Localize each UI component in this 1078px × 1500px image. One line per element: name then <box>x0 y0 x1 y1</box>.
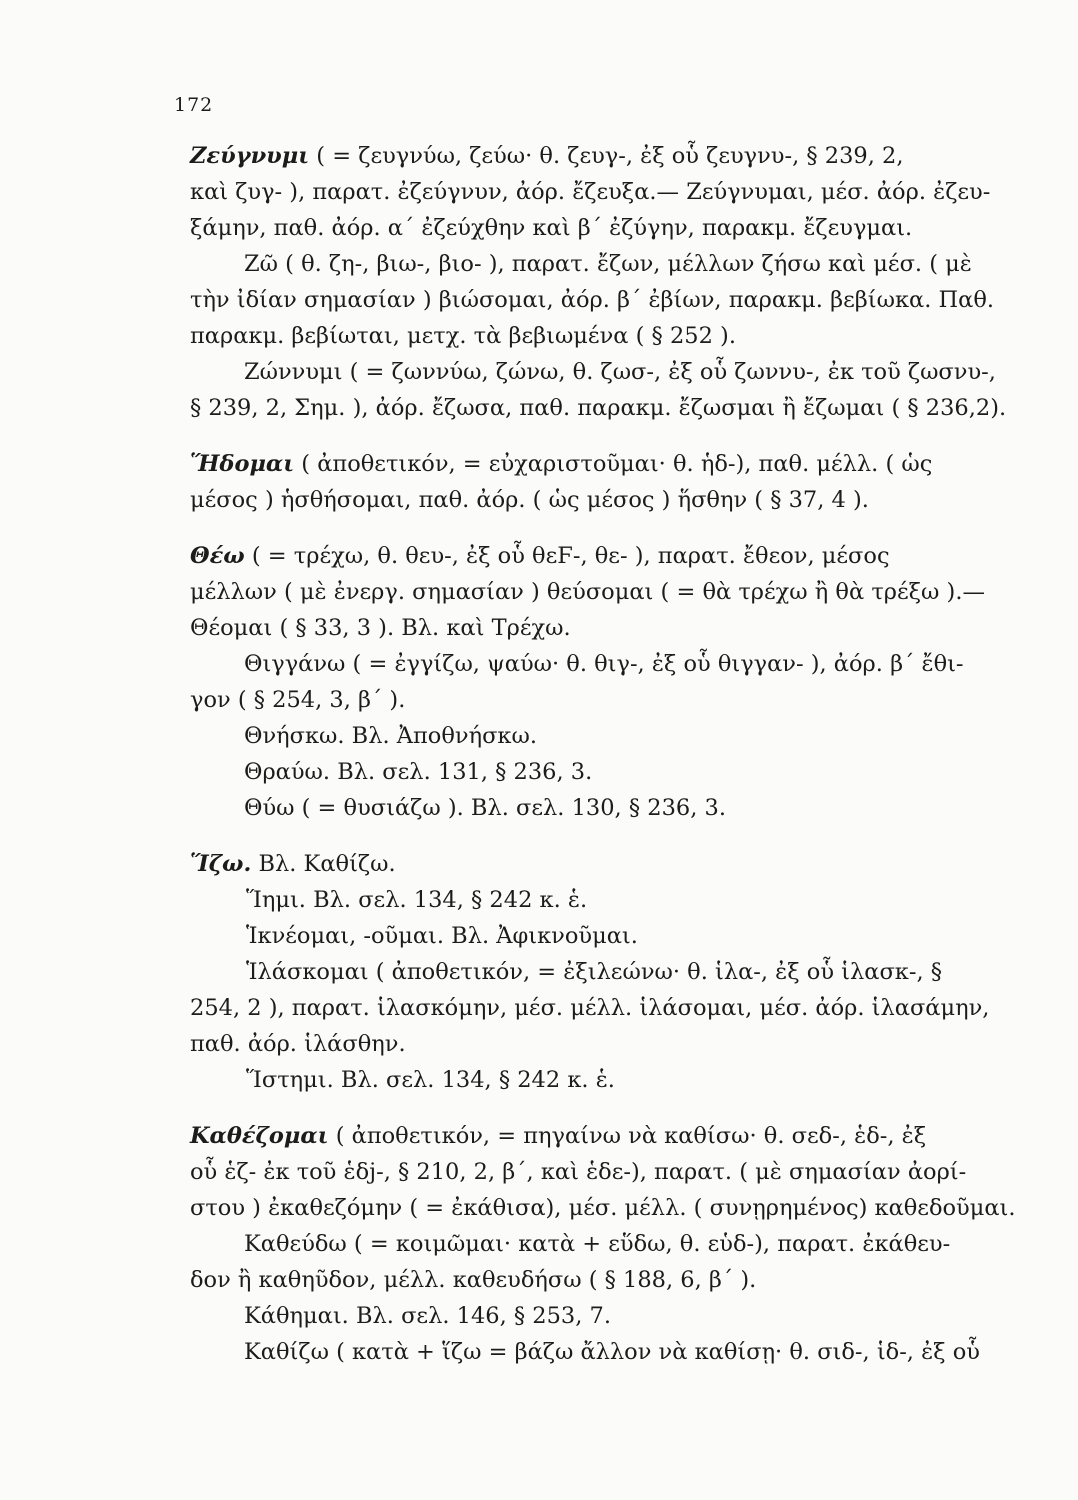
text-line-hilaskomai-2 <box>190 990 1020 1026</box>
entry-headword: Θέω <box>190 543 245 569</box>
text-line-zonnymi-1 <box>190 354 1020 390</box>
entry-gap <box>190 1098 1020 1118</box>
text-line-izo-1 <box>190 846 1020 882</box>
line-text: ξάμην, παθ. ἀόρ. α΄ ἐζεύχθην καὶ β΄ ἐζύγην, παρακμ. ἔζευγμαι. <box>190 215 913 241</box>
entry-headword: Ἵζω. <box>190 851 252 877</box>
line-text: καὶ ζυγ- ), παρατ. ἐζεύγνυν, ἀόρ. ἔζευξα.— Ζεύγνυμαι, μέσ. ἀόρ. ἐζευ- <box>190 179 991 205</box>
line-text: παθ. ἀόρ. ἱλάσθην. <box>190 1031 406 1057</box>
text-line-theo-1 <box>190 538 1020 574</box>
text-line-histemi-1 <box>190 1062 1020 1098</box>
text-line-thnesko-1 <box>190 718 1020 754</box>
line-text: Κάθημαι. Βλ. σελ. 146, § 253, 7. <box>244 1303 612 1329</box>
text-line-kathezomai-2 <box>190 1154 1020 1190</box>
text-line-zeugnymi-2 <box>190 174 1020 210</box>
line-text: ( ἀποθετικόν, = εὐχαριστοῦμαι· θ. ἡδ-), παθ. μέλλ. ( ὡς <box>294 451 933 477</box>
text-line-thyo-1 <box>190 790 1020 826</box>
line-text: γον ( § 254, 3, β΄ ). <box>190 687 406 713</box>
text-line-theo-2 <box>190 574 1020 610</box>
text-line-kathizo-1 <box>190 1334 1020 1370</box>
line-text: μέλλων ( μὲ ἐνεργ. σημασίαν ) θεύσομαι ( = θὰ τρέχω ἢ θὰ τρέξω ).— <box>190 579 985 605</box>
entry-gap <box>190 518 1020 538</box>
text-line-hiemi-1 <box>190 882 1020 918</box>
entry-gap <box>190 426 1020 446</box>
line-text: § 239, 2, Σημ. ), ἀόρ. ἔζωσα, παθ. παρακμ. ἔζωσμαι ἢ ἔζωμαι ( § 236,2). <box>190 395 1007 421</box>
line-text: ( = ζευγνύω, ζεύω· θ. ζευγ-, ἐξ οὗ ζευγνυ-, § 239, 2, <box>309 143 904 169</box>
entry-gap <box>190 826 1020 846</box>
line-text: τὴν ἰδίαν σημασίαν ) βιώσομαι, ἀόρ. β΄ ἐβίων, παρακμ. βεβίωκα. Παθ. <box>190 287 995 313</box>
page-number: 172 <box>174 94 214 116</box>
line-text: ( = τρέχω, θ. θευ-, ἐξ οὗ θεϜ-, θε- ), παρατ. ἔθεον, μέσος <box>244 543 890 569</box>
line-text: Καθεύδω ( = κοιμῶμαι· κατὰ + εὕδω, θ. εὑδ-), παρατ. ἐκάθευ- <box>244 1231 951 1257</box>
line-text: Ἱλάσκομαι ( ἀποθετικόν, = ἐξιλεώνω· θ. ἱλα-, ἐξ οὗ ἱλασκ-, § <box>246 959 943 985</box>
entry-headword: Ἥδομαι <box>190 451 295 477</box>
text-line-zonnymi-2 <box>190 390 1020 426</box>
text-line-hedomai-2 <box>190 482 1020 518</box>
text-line-thrauo-1 <box>190 754 1020 790</box>
line-text: Θραύω. Βλ. σελ. 131, § 236, 3. <box>244 759 593 785</box>
text-line-hedomai-1 <box>190 446 1020 482</box>
text-line-theo-3 <box>190 610 1020 646</box>
text-line-zo-1 <box>190 246 1020 282</box>
text-line-katheudo-1 <box>190 1226 1020 1262</box>
line-text: Θνήσκω. Βλ. Ἀποθνήσκω. <box>244 723 537 749</box>
line-text: δον ἢ καθηῦδον, μέλλ. καθευδήσω ( § 188, 6, β΄ ). <box>190 1267 757 1293</box>
line-text: Θέομαι ( § 33, 3 ). Βλ. καὶ Τρέχω. <box>190 615 571 641</box>
line-text: Ἱκνέομαι, -οῦμαι. Βλ. Ἀφικνοῦμαι. <box>246 923 638 949</box>
line-text: παρακμ. βεβίωται, μετχ. τὰ βεβιωμένα ( § 252 ). <box>190 323 736 349</box>
text-line-thiggano-2 <box>190 682 1020 718</box>
text-line-hilaskomai-3 <box>190 1026 1020 1062</box>
text-line-hikneomai-1 <box>190 918 1020 954</box>
line-text: ( ἀποθετικόν, = πηγαίνω νὰ καθίσω· θ. σεδ-, ἑδ-, ἐξ <box>328 1123 927 1149</box>
line-text: Θύω ( = θυσιάζω ). Βλ. σελ. 130, § 236, 3. <box>244 795 726 821</box>
line-text: στου ) ἐκαθεζόμην ( = ἐκάθισα), μέσ. μέλλ. ( συνῃρημένος) καθεδοῦμαι. <box>190 1195 1016 1221</box>
text-line-zeugnymi-3 <box>190 210 1020 246</box>
line-text: οὗ ἑζ- ἐκ τοῦ ἑδj-, § 210, 2, β΄, καὶ ἑδε-), παρατ. ( μὲ σημασίαν ἀορί- <box>190 1159 967 1185</box>
text-line-kathezomai-1 <box>190 1118 1020 1154</box>
line-text: Βλ. Καθίζω. <box>251 851 396 877</box>
line-text: Ἵημι. Βλ. σελ. 134, § 242 κ. ἑ. <box>246 887 588 913</box>
text-line-zeugnymi-1 <box>190 138 1020 174</box>
text-line-kathemai-1 <box>190 1298 1020 1334</box>
line-text: Καθίζω ( κατὰ + ἵζω = βάζω ἄλλον νὰ καθίσῃ· θ. σιδ-, ἱδ-, ἐξ οὗ <box>244 1339 980 1365</box>
line-text: 254, 2 ), παρατ. ἱλασκόμην, μέσ. μέλλ. ἱλάσομαι, μέσ. ἀόρ. ἱλασάμην, <box>190 995 990 1021</box>
text-line-zo-2 <box>190 282 1020 318</box>
text-line-kathezomai-3 <box>190 1190 1020 1226</box>
text-line-zo-3 <box>190 318 1020 354</box>
dictionary-text <box>190 138 1020 1370</box>
line-text: Ζώννυμι ( = ζωννύω, ζώνω, θ. ζωσ-, ἐξ οὗ ζωννυ-, ἐκ τοῦ ζωσνυ-, <box>244 359 996 385</box>
entry-headword: Ζεύγνυμι <box>190 143 310 169</box>
entry-headword: Καθέζομαι <box>190 1123 329 1149</box>
line-text: Ἵστημι. Βλ. σελ. 134, § 242 κ. ἑ. <box>246 1067 615 1093</box>
text-line-thiggano-1 <box>190 646 1020 682</box>
line-text: Ζῶ ( θ. ζη-, βιω-, βιο- ), παρατ. ἔζων, μέλλων ζήσω καὶ μέσ. ( μὲ <box>244 251 972 277</box>
text-line-katheudo-2 <box>190 1262 1020 1298</box>
line-text: Θιγγάνω ( = ἐγγίζω, ψαύω· θ. θιγ-, ἐξ οὗ θιγγαν- ), ἀόρ. β΄ ἔθι- <box>244 651 964 677</box>
text-line-hilaskomai-1 <box>190 954 1020 990</box>
line-text: μέσος ) ἡσθήσομαι, παθ. ἀόρ. ( ὡς μέσος ) ἥσθην ( § 37, 4 ). <box>190 487 869 513</box>
